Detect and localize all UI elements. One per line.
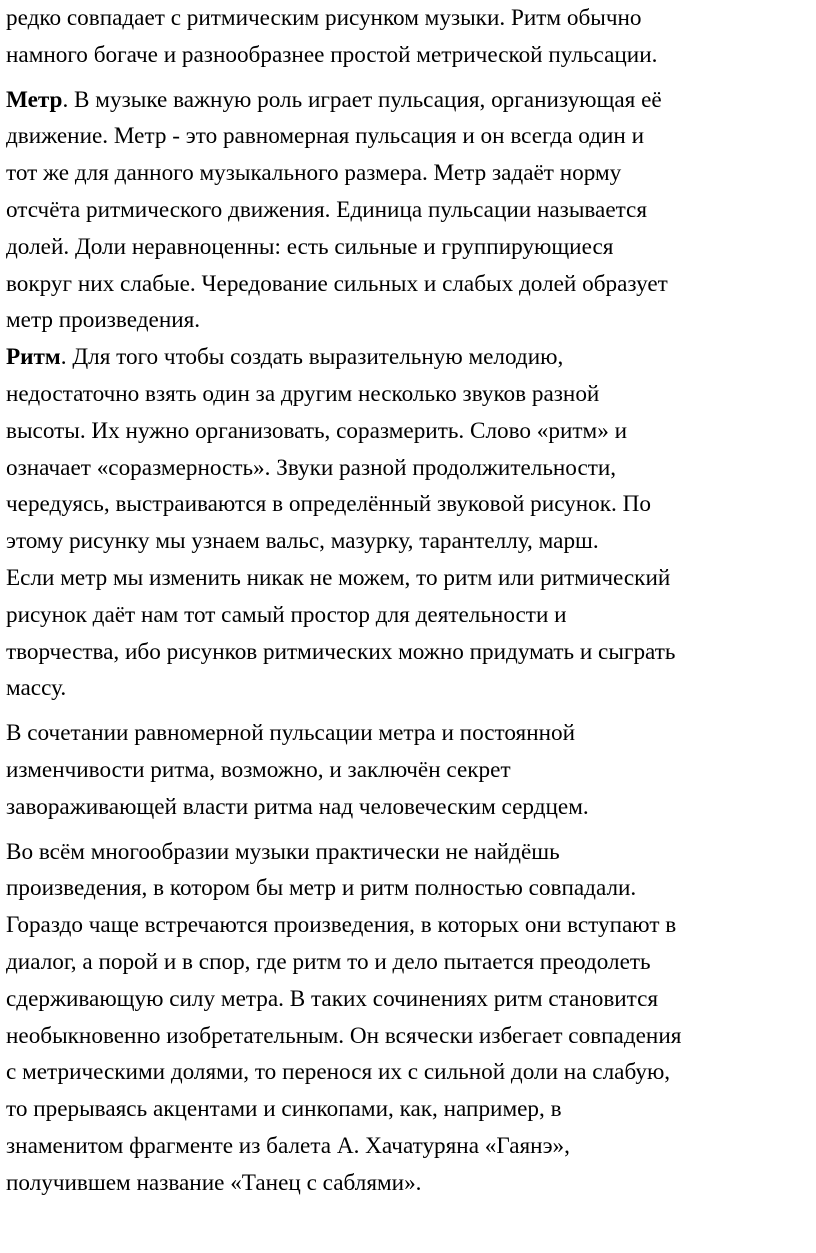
text-line: отсчёта ритмического движения. Единица пульсации называется: [6, 196, 648, 223]
text-line: метр произведения.: [6, 307, 201, 334]
text-line: чередуясь, выстраиваются в определённый звуковой рисунок. По: [6, 491, 651, 518]
text-line: завораживающей власти ритма над человеческим сердцем.: [6, 793, 589, 820]
text-line: произведения, в котором бы метр и ритм полностью совпадали.: [6, 875, 637, 902]
text-line: тот же для данного музыкального размера. Метр задаёт норму: [6, 160, 622, 187]
text-line: высоты. Их нужно организовать, соразмерить. Слово «ритм» и: [6, 417, 628, 444]
paragraph-ritm: [6, 339, 814, 707]
term-ritm: Ритм: [6, 344, 61, 371]
text-line: недостаточно взять один за другим несколько звуков разной: [6, 380, 600, 407]
text-line: Если метр мы изменить никак не можем, то ритм или ритмический: [6, 564, 671, 591]
text-line: получившем название «Танец с саблями».: [6, 1169, 422, 1196]
text-line: означает «соразмерность». Звуки разной продолжительности,: [6, 454, 617, 481]
text-line: вокруг них слабые. Чередование сильных и слабых долей образует: [6, 270, 668, 297]
text-line: с метрическими долями, то перенося их с сильной доли на слабую,: [6, 1059, 671, 1086]
text-line: то прерываясь акцентами и синкопами, как, например, в: [6, 1096, 562, 1123]
text-line: сдерживающую силу метра. В таких сочинениях ритм становится: [6, 985, 659, 1012]
text-line: рисунок даёт нам тот самый простор для деятельности и: [6, 601, 567, 628]
text-line: необыкновенно изобретательным. Он всячески избегает совпадения: [6, 1022, 682, 1049]
text-line: творчества, ибо рисунков ритмических можно придумать и сыграть: [6, 638, 676, 665]
text-line: этому рисунку мы узнаем вальс, мазурку, тарантеллу, марш.: [6, 528, 599, 555]
text-line: редко совпадает с ритмическим рисунком музыки. Ритм обычно: [6, 5, 642, 31]
paragraph-dialog: [6, 834, 814, 1202]
text-line: движение. Метр - это равномерная пульсация и он всегда один и: [6, 123, 645, 150]
text-line: диалог, а порой и в спор, где ритм то и дело пытается преодолеть: [6, 948, 651, 975]
text-line: намного богаче и разнообразнее простой метрической пульсации.: [6, 41, 658, 68]
paragraph-metr: [6, 82, 814, 340]
text-line: Ритм. Для того чтобы создать выразительную мелодию,: [6, 344, 564, 371]
paragraph-secret: [6, 715, 814, 825]
text-line: Метр. В музыке важную роль играет пульсация, организующая её: [6, 86, 662, 113]
text-line: массу.: [6, 675, 67, 702]
text-line: Во всём многообразии музыки практически не найдёшь: [6, 838, 560, 865]
text-line: В сочетании равномерной пульсации метра и постоянной: [6, 720, 576, 747]
text-line: Гораздо чаще встречаются произведения, в которых они вступают в: [6, 912, 677, 939]
paragraph-rhythm-intro: [6, 0, 814, 74]
term-metr: Метр: [6, 86, 63, 113]
text-line: знаменитом фрагменте из балета А. Хачатуряна «Гаянэ»,: [6, 1132, 570, 1159]
document-page: [6, 0, 814, 1202]
text-line: изменчивости ритма, возможно, и заключён секрет: [6, 756, 511, 783]
text-line: долей. Доли неравноценны: есть сильные и группирующиеся: [6, 233, 614, 260]
